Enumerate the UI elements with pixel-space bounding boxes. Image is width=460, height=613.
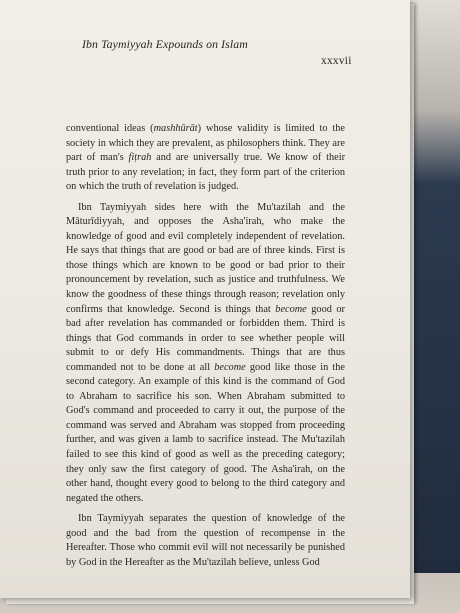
text: Ibn Taymiyyah separates the question of knowledge of the [78, 513, 345, 525]
text: Hereafter. Those who commit evil will not necessarily be punished [66, 542, 345, 554]
italic-text: become [275, 303, 307, 315]
text: things that God commands in order to see whether people will [66, 332, 345, 344]
text-line [66, 433, 345, 448]
italic-text: become [214, 361, 246, 373]
text-line [66, 527, 345, 542]
text: failed to see this kind of good as well as the preceding category; [66, 449, 345, 461]
text-line [66, 201, 345, 216]
text-line [66, 375, 345, 390]
text: conventional ideas ( [66, 123, 154, 134]
text: pronouncement by revelation, such as justice and truthfulness. We [66, 274, 345, 286]
text: to Abraham to sacrifice his son. When Abraham submitted to [66, 390, 345, 402]
text: good or [306, 303, 345, 315]
text-line [66, 404, 345, 419]
text-line [66, 332, 345, 347]
text: part of man's [66, 152, 129, 164]
page-number: xxxvii [321, 55, 352, 67]
text-line [66, 151, 345, 166]
text: Ibn Taymiyyah sides here with the Mu'tazilah and the [78, 201, 345, 213]
text-line [66, 244, 345, 259]
text: know the goodness of these things through reason; revelation only [66, 289, 345, 301]
text-line [66, 137, 345, 152]
text-line [66, 273, 345, 288]
text: confirms that knowledge. Second is things that [66, 303, 276, 315]
text-line [66, 259, 345, 274]
text: bad after revelation has commanded or forbidden them. Third is [66, 318, 345, 330]
text: good like those in the [245, 361, 346, 373]
text: society in which they are prevalent, as philosophers think. They are [66, 137, 345, 149]
text: further, and was given a lamb to sacrifice instead. The Mu'tazilah [66, 434, 345, 446]
text: second category. An example of this kind is the command of God [66, 376, 345, 388]
text: God's command and proceeded to carry it out, the purpose of the [66, 405, 345, 417]
text: and are universally true. We know of their [151, 152, 345, 164]
text-line [66, 346, 345, 361]
text: knowledge of good and evil completely independent of revelation. [66, 230, 345, 242]
text-line [66, 180, 345, 195]
paragraph [66, 201, 345, 506]
text: on which the truth of revelation is judged. [66, 181, 239, 193]
text: negated the others. [66, 492, 144, 504]
text: He says that things that are good or bad are of three kinds. First is [66, 245, 345, 257]
text: good and the bad from the question of recompense in the [66, 527, 345, 539]
text-line [66, 288, 345, 303]
text: commanded not to be done at all [66, 361, 215, 373]
running-head: Ibn Taymiyyah Expounds on Islam [82, 37, 248, 51]
text-line [66, 390, 345, 405]
text-line [66, 556, 345, 571]
text: Māturīdiyyah, and opposes the Asha'irah, who make the [66, 216, 345, 228]
text: ) whose validity is limited to the [197, 123, 345, 134]
text: those things which are known to be good or bad prior to their [66, 259, 345, 271]
text-line [66, 166, 345, 181]
text: submit to or defy His commandments. Things that are thus [66, 347, 345, 359]
paragraph [66, 512, 345, 570]
paragraph [66, 122, 345, 195]
text: truth prior to any revelation; in fact, they form part of the criterion [66, 166, 345, 178]
text-line [66, 361, 345, 376]
text-line [66, 419, 345, 434]
text-line [66, 230, 345, 245]
body-text [66, 122, 345, 576]
text-line [66, 463, 345, 478]
text-line [66, 303, 345, 318]
italic-text: mashhūrāt [153, 123, 198, 134]
italic-text: fiṭrah [128, 152, 152, 164]
text: by God in the Hereafter as the Mu'tazilah believe, unless God [66, 556, 320, 568]
text: other hand, thought every good to belong to the third category and [66, 478, 345, 490]
text-line [66, 215, 345, 230]
text-line [66, 541, 345, 556]
text-line [66, 448, 345, 463]
text: they only saw the first category of good. The Asha'irah, on the [66, 463, 345, 475]
text: command was served and Abraham was stopped from proceeding [66, 419, 345, 431]
text-line [66, 122, 345, 137]
text-line [66, 317, 345, 332]
text-line [66, 477, 345, 492]
text-line [66, 512, 345, 527]
text-line [66, 492, 345, 507]
